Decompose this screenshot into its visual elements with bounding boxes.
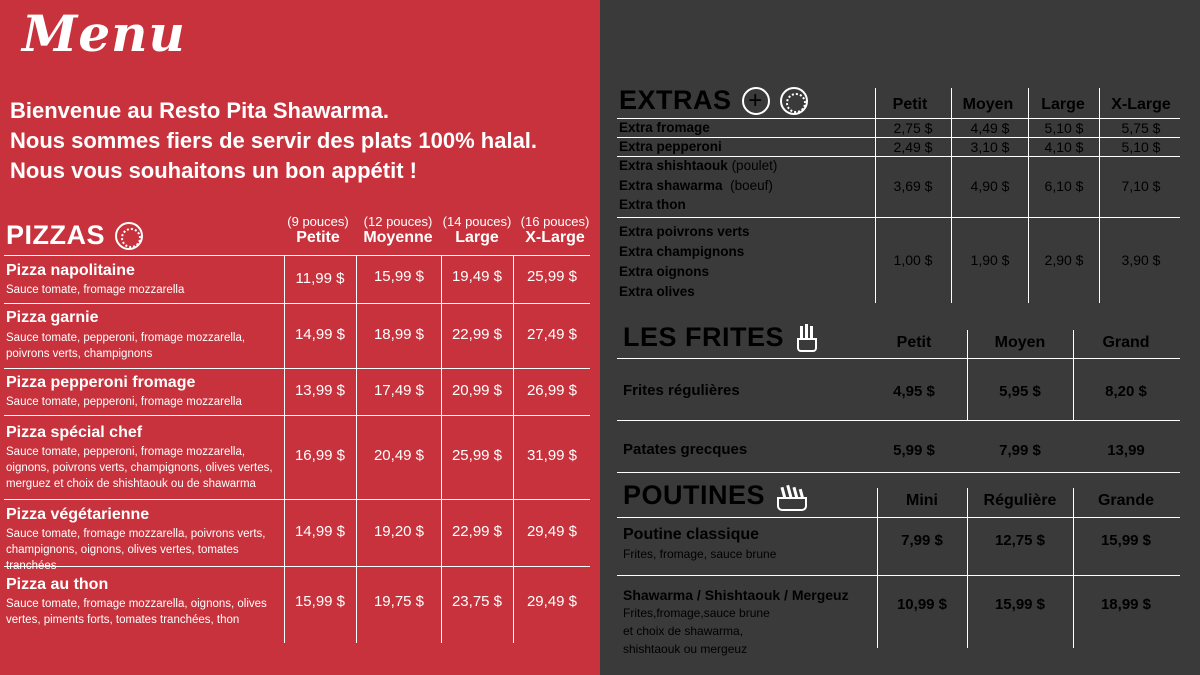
pizza-col-size: (12 pouces) <box>363 214 433 229</box>
extras-price: 2,90 $ <box>1044 252 1084 268</box>
poutine-desc: et choix de shawarma, <box>623 624 744 638</box>
pizza-price: 22,99 $ <box>451 326 503 343</box>
column-divider <box>967 330 968 420</box>
row-divider <box>617 517 1180 518</box>
row-divider <box>4 255 590 256</box>
poutine-desc: Frites, fromage, sauce brune <box>623 547 777 561</box>
pizza-col-name: Large <box>455 229 499 246</box>
welcome-line: Nous vous souhaitons un bon appétit ! <box>10 158 417 183</box>
pizza-price: 22,99 $ <box>451 523 503 540</box>
pizza-item-desc: Sauce tomate, fromage mozzarella <box>6 284 185 296</box>
extras-price: 3,10 $ <box>970 139 1010 155</box>
pizza-col-name: Moyenne <box>363 229 433 246</box>
row-divider <box>4 499 590 500</box>
pizza-item-name: Pizza végétarienne <box>6 506 150 523</box>
poutine-item: Poutine classique <box>623 526 760 543</box>
poutine-item: Shawarma / Shishtaouk / Mergeuz <box>623 587 849 603</box>
pizza-icon <box>115 222 143 250</box>
pizza-price: 25,99 $ <box>451 447 503 464</box>
poutines-col-reguliere: Régulière <box>983 492 1057 509</box>
pizza-price: 11,99 $ <box>295 270 345 287</box>
plus-icon: + <box>742 87 770 115</box>
pizza-price: 18,99 $ <box>373 326 425 343</box>
row-divider <box>617 156 1180 157</box>
extras-item-label: Extra shishtaouk <box>619 158 728 173</box>
extras-price: 4,10 $ <box>1044 139 1084 155</box>
frites-price: 13,99 <box>1107 442 1145 459</box>
poutines-col-grande: Grande <box>1097 492 1154 509</box>
poutine-price: 15,99 $ <box>994 596 1046 613</box>
pizza-item-name: Pizza au thon <box>6 576 109 593</box>
pizza-item-desc: Sauce tomate, fromage mozzarella, oignons, olives vertes, piments forts, tomates tranchées, thon <box>6 598 267 626</box>
extras-item: Extra oignons <box>619 264 710 279</box>
welcome-line: Nous sommes fiers de servir des plats 100% halal. <box>10 128 538 153</box>
frites-item: Frites régulières <box>623 382 740 399</box>
column-divider <box>1073 488 1074 648</box>
pizza-price: 19,49 $ <box>451 268 503 285</box>
row-divider <box>617 137 1180 138</box>
extras-price: 3,90 $ <box>1121 252 1161 268</box>
pizza-price: 14,99 $ <box>294 523 346 540</box>
pizza-item-name: Pizza garnie <box>6 309 99 326</box>
poutine-price: 18,99 $ <box>1100 596 1152 613</box>
frites-title: LES FRITES <box>623 322 785 352</box>
extras-col-xlarge: X-Large <box>1111 96 1171 113</box>
pizza-col-large <box>439 214 515 247</box>
poutine-price: 12,75 $ <box>994 532 1046 549</box>
extras-item: Extra pepperoni <box>619 139 722 154</box>
pizza-price: 26,99 $ <box>526 382 578 399</box>
extras-price: 5,10 $ <box>1044 120 1084 136</box>
pizza-price: 23,75 $ <box>451 593 503 610</box>
pizza-price: 25,99 $ <box>526 268 578 285</box>
row-divider <box>4 303 590 304</box>
pizza-item-name: Pizza pepperoni fromage <box>6 374 196 391</box>
row-divider <box>617 217 1180 218</box>
extras-item: Extra champignons <box>619 244 745 259</box>
poutine-desc: Frites,fromage,sauce brune <box>623 606 770 620</box>
frites-price: 4,95 $ <box>893 383 935 400</box>
row-divider <box>617 420 1180 421</box>
pizza-col-size: (14 pouces) <box>442 214 512 229</box>
column-divider <box>877 488 878 648</box>
extras-item-note: (boeuf) <box>730 178 773 193</box>
extras-price: 7,10 $ <box>1121 178 1161 194</box>
extras-item: Extra poivrons verts <box>619 224 750 239</box>
extras-price: 2,49 $ <box>893 139 933 155</box>
extras-item <box>619 178 773 193</box>
pizza-col-name: X-Large <box>525 229 585 246</box>
poutine-price: 10,99 $ <box>896 596 948 613</box>
extras-item <box>619 158 777 173</box>
pizza-col-xlarge <box>515 214 595 247</box>
poutine-price: 7,99 $ <box>901 532 943 549</box>
pizza-col-moyenne <box>357 214 439 247</box>
extras-item-label: Extra shawarma <box>619 178 723 193</box>
row-divider <box>617 358 1180 359</box>
pizza-item-name: Pizza spécial chef <box>6 424 143 441</box>
menu-title: Menu <box>22 4 186 63</box>
extras-price: 1,90 $ <box>970 252 1010 268</box>
frites-item: Patates grecques <box>623 441 748 458</box>
extras-price: 4,49 $ <box>970 120 1010 136</box>
extras-price: 5,75 $ <box>1121 120 1161 136</box>
pizza-col-petite <box>283 214 353 247</box>
column-divider <box>967 488 968 648</box>
poutine-price: 15,99 $ <box>1100 532 1152 549</box>
fries-icon <box>794 324 820 352</box>
extras-item: Extra fromage <box>619 120 710 135</box>
pizza-price: 20,49 $ <box>373 447 425 464</box>
pizza-item-desc: Sauce tomate, pepperoni, fromage mozzarella, poivrons verts, champignons <box>6 332 246 360</box>
poutines-title: POUTINES <box>623 480 766 510</box>
frites-price: 5,99 $ <box>893 442 935 459</box>
pizza-price: 16,99 $ <box>294 447 346 464</box>
extras-price: 5,10 $ <box>1121 139 1161 155</box>
extras-price: 2,75 $ <box>893 120 933 136</box>
extras-price: 3,69 $ <box>893 178 933 194</box>
frites-price: 5,95 $ <box>999 383 1041 400</box>
pizza-price: 31,99 $ <box>526 447 578 464</box>
pizza-item-name: Pizza napolitaine <box>6 262 135 279</box>
extras-item: Extra thon <box>619 197 686 212</box>
pizza-price: 27,49 $ <box>526 326 578 343</box>
pizza-icon <box>780 87 808 115</box>
row-divider <box>617 118 1180 119</box>
row-divider <box>617 472 1180 473</box>
pizza-col-size: (16 pouces) <box>520 214 590 229</box>
poutines-section-title <box>623 480 809 511</box>
pizza-price: 14,99 $ <box>294 326 346 343</box>
pizza-price: 29,49 $ <box>526 523 578 540</box>
poutine-desc: shishtaouk ou mergeuz <box>623 642 748 656</box>
frites-col-petit: Petit <box>896 334 932 351</box>
frites-price: 7,99 $ <box>999 442 1041 459</box>
extras-section-title <box>619 85 808 116</box>
pizza-item-desc: Sauce tomate, fromage mozzarella, poivrons verts, champignons, oignons, olives vertes, tomates tranchées <box>6 528 266 572</box>
poutine-basket-icon <box>775 481 809 511</box>
extras-price: 4,90 $ <box>970 178 1010 194</box>
pizzas-title: PIZZAS <box>6 220 106 250</box>
extras-col-moyen: Moyen <box>962 96 1014 113</box>
pizza-col-size: (9 pouces) <box>287 214 349 229</box>
pizza-price: 19,75 $ <box>373 593 425 610</box>
row-divider <box>4 368 590 369</box>
column-divider <box>356 255 357 643</box>
extras-col-petit: Petit <box>892 96 928 113</box>
welcome-message <box>10 96 537 186</box>
frites-section-title <box>623 322 820 353</box>
row-divider <box>617 575 1180 576</box>
extras-item: Extra olives <box>619 284 695 299</box>
extras-price: 1,00 $ <box>893 252 933 268</box>
pizza-price: 17,49 $ <box>373 382 425 399</box>
pizza-item-desc: Sauce tomate, pepperoni, fromage mozzarella, oignons, poivrons verts, champignons, olives vertes, merguez et choix de shishtaouk ou de shawarma <box>6 446 273 490</box>
extras-price: 6,10 $ <box>1044 178 1084 194</box>
frites-col-moyen: Moyen <box>994 334 1046 351</box>
pizza-price: 20,99 $ <box>451 382 503 399</box>
pizza-price: 15,99 $ <box>373 268 425 285</box>
frites-price: 8,20 $ <box>1105 383 1147 400</box>
pizza-price: 29,49 $ <box>526 593 578 610</box>
extras-col-large: Large <box>1041 96 1085 113</box>
extras-item-note: (poulet) <box>731 158 778 173</box>
extras-title: EXTRAS <box>619 85 732 115</box>
pizza-col-name: Petite <box>296 229 340 246</box>
frites-col-grand: Grand <box>1102 334 1150 351</box>
pizza-item-desc: Sauce tomate, pepperoni, fromage mozzarella <box>6 396 242 408</box>
pizza-price: 19,20 $ <box>373 523 425 540</box>
pizza-price: 15,99 $ <box>294 593 346 610</box>
column-divider <box>1073 330 1074 420</box>
pizzas-section-title <box>6 220 143 251</box>
row-divider <box>4 415 590 416</box>
pizza-price: 13,99 $ <box>294 382 346 399</box>
welcome-line: Bienvenue au Resto Pita Shawarma. <box>10 98 390 123</box>
poutines-col-mini: Mini <box>906 492 938 509</box>
